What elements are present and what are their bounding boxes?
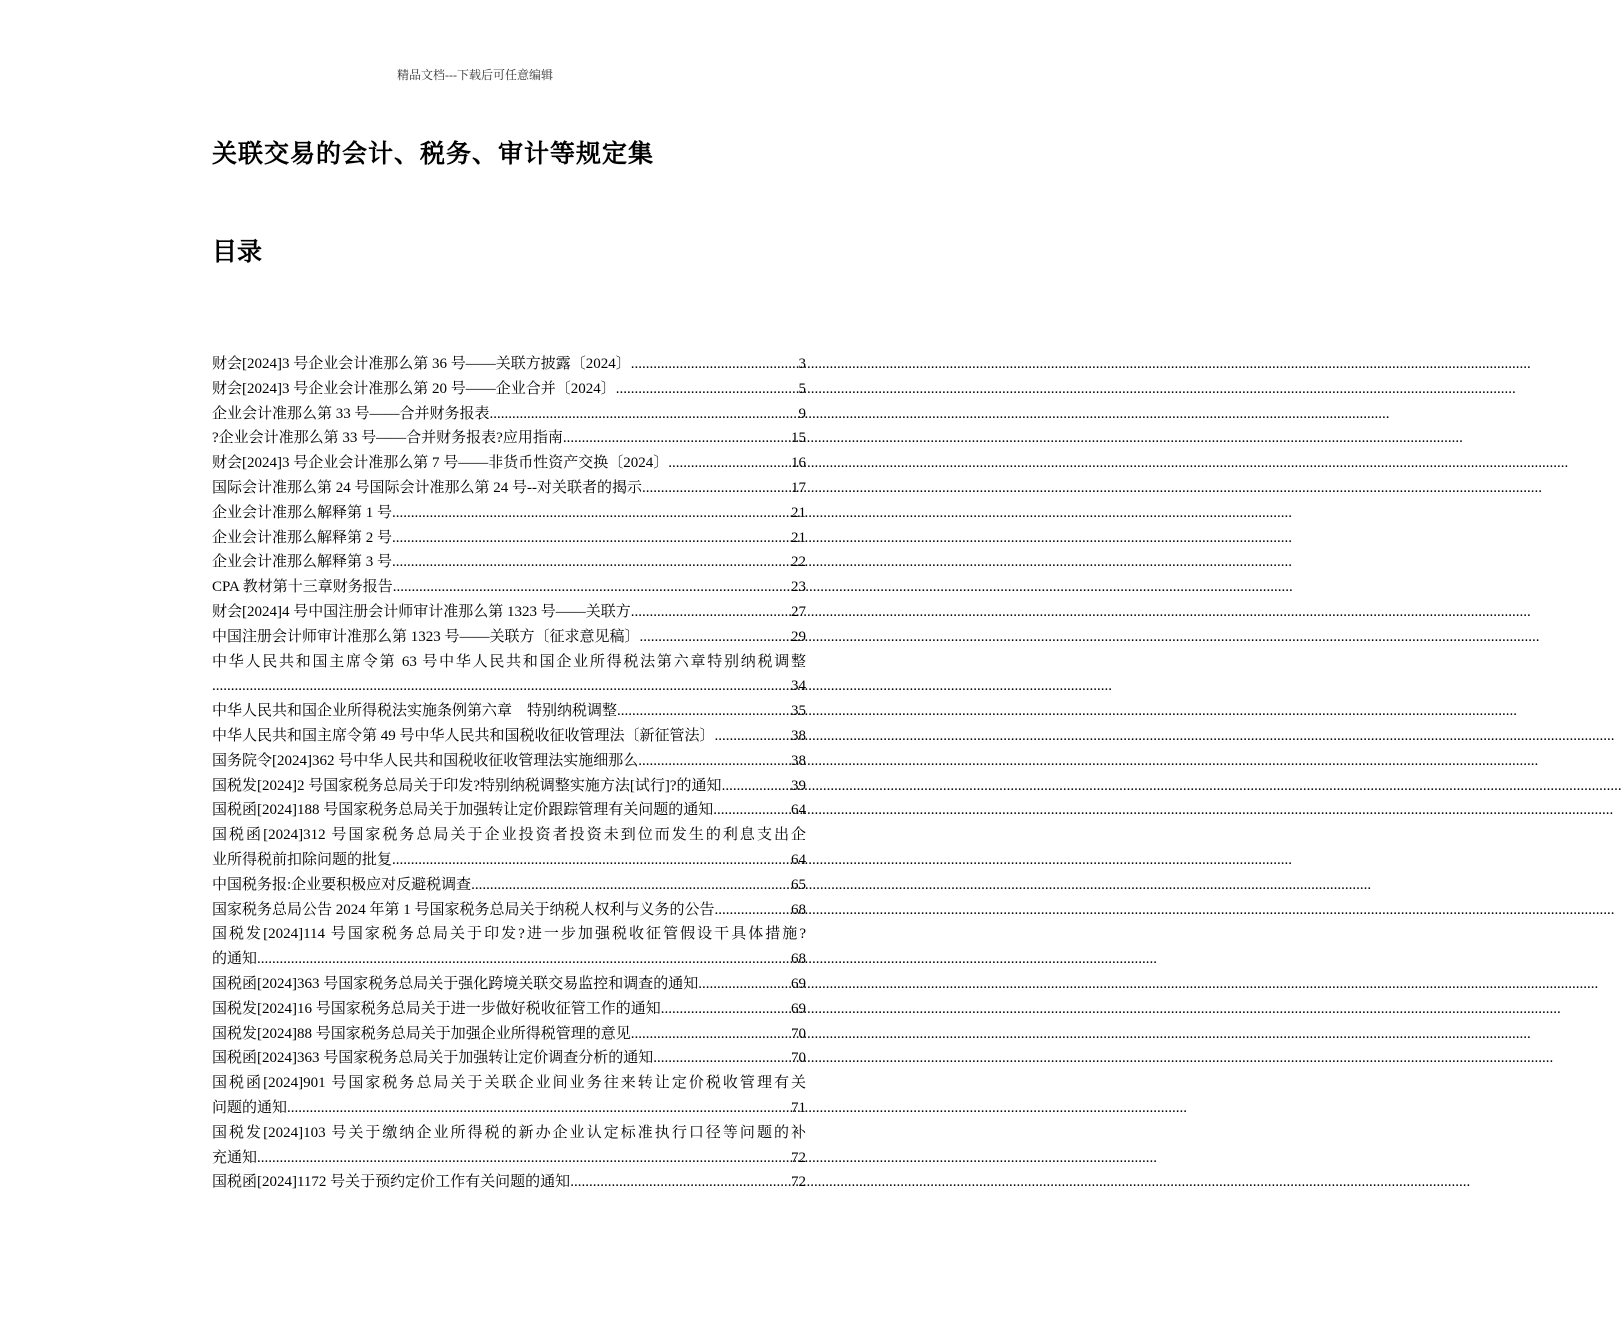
- toc-item-title: 的通知: [212, 951, 258, 968]
- toc-item[interactable]: [212, 724, 806, 749]
- toc-item-title: 问题的通知: [212, 1099, 288, 1116]
- toc-item-page-number: 5: [798, 380, 806, 397]
- toc-item-title: 国务院令[2024]362 号中华人民共和国税收征收管理法实施细那么: [212, 752, 639, 769]
- toc-item-title: 财会[2024]3 号企业会计准那么第 20 号——企业合并〔2024〕: [212, 380, 616, 397]
- toc-item-title-line1: 国税发[2024]103 号关于缴纳企业所得税的新办企业认定标准执行口径等问题的补: [212, 1124, 806, 1141]
- toc-item-title: CPA 教材第十三章财务报告: [212, 579, 393, 596]
- toc-dot-leader: [570, 1170, 791, 1195]
- toc-item-page-number: 17: [791, 479, 806, 496]
- toc-item[interactable]: [212, 922, 806, 972]
- toc-item-page-number: 68: [791, 951, 806, 968]
- table-of-contents: [212, 352, 806, 1195]
- toc-dot-leader: [715, 898, 791, 923]
- toc-dot-leader: [713, 798, 791, 823]
- toc-dot-leader: [392, 501, 791, 526]
- toc-item-page-number: 34: [791, 678, 806, 695]
- toc-item-title: ?企业会计准那么第 33 号——合并财务报表?应用指南: [212, 430, 563, 447]
- toc-item-page-number: 3: [798, 356, 806, 372]
- toc-item-page-number: 70: [791, 1050, 806, 1067]
- toc-item-title: 企业会计准那么解释第 3 号: [212, 554, 393, 571]
- toc-item[interactable]: [212, 1071, 806, 1121]
- toc-dot-leader: [668, 451, 791, 476]
- toc-item-title: 国税函[2024]188 号国家税务总局关于加强转让定价跟踪管理有关问题的通知: [212, 802, 714, 819]
- toc-item-page-number: 71: [791, 1099, 806, 1116]
- toc-item[interactable]: [212, 1046, 806, 1071]
- toc-item-page-number: 21: [791, 504, 806, 521]
- toc-item[interactable]: [212, 625, 806, 650]
- toc-item[interactable]: [212, 798, 806, 823]
- toc-dot-leader: [490, 402, 799, 427]
- toc-item[interactable]: [212, 600, 806, 625]
- toc-dot-leader: [471, 873, 791, 898]
- toc-item[interactable]: [212, 749, 806, 774]
- toc-dot-leader: [631, 352, 799, 377]
- toc-dot-leader: [722, 774, 791, 799]
- toc-item-page-number: 72: [791, 1174, 806, 1191]
- toc-item-title: 企业会计准那么解释第 2 号: [212, 529, 393, 546]
- toc-item-title: 中华人民共和国企业所得税法实施条例第六章 特别纳税调整: [212, 703, 618, 720]
- document-title: 关联交易的会计、税务、审计等规定集: [212, 141, 655, 168]
- toc-item-title: 国际会计准那么第 24 号国际会计准那么第 24 号--对关联者的揭示: [212, 479, 642, 496]
- toc-item-title: 财会[2024]3 号企业会计准那么第 36 号——关联方披露〔2024〕: [212, 356, 631, 372]
- toc-item-title: 国家税务总局公告 2024 年第 1 号国家税务总局关于纳税人权利与义务的公告: [212, 901, 715, 918]
- page-header: 精品文档---下载后可任意编辑: [397, 68, 553, 82]
- toc-dot-leader: [640, 625, 791, 650]
- toc-item-page-number: 9: [798, 405, 806, 422]
- toc-item-title-line1: 中华人民共和国主席令第 63 号中华人民共和国企业所得税法第六章特别纳税调整: [212, 653, 806, 670]
- toc-item[interactable]: [212, 451, 806, 476]
- toc-item[interactable]: [212, 699, 806, 724]
- toc-dot-leader: [661, 997, 791, 1022]
- toc-item-title: 国税发[2024]88 号国家税务总局关于加强企业所得税管理的意见: [212, 1025, 631, 1042]
- toc-item-page-number: 70: [791, 1025, 806, 1042]
- toc-dot-leader: [563, 426, 791, 451]
- toc-item-title: 国税发[2024]16 号国家税务总局关于进一步做好税收征管工作的通知: [212, 1000, 661, 1017]
- toc-item-title: 财会[2024]3 号企业会计准那么第 7 号——非货币性资产交换〔2024〕: [212, 455, 669, 472]
- toc-item[interactable]: [212, 377, 806, 402]
- toc-item[interactable]: [212, 873, 806, 898]
- toc-item-title: 财会[2024]4 号中国注册会计师审计准那么第 1323 号——关联方: [212, 603, 631, 620]
- toc-item-page-number: 29: [791, 628, 806, 645]
- toc-item[interactable]: [212, 774, 806, 799]
- toc-item-page-number: 23: [791, 579, 806, 596]
- toc-item-page-number: 15: [791, 430, 806, 447]
- toc-item[interactable]: [212, 501, 806, 526]
- toc-item-title: 企业会计准那么第 33 号——合并财务报表: [212, 405, 490, 422]
- toc-item-page-number: 68: [791, 901, 806, 918]
- toc-item[interactable]: [212, 550, 806, 575]
- toc-item-title-line1: 国税函[2024]901 号国家税务总局关于关联企业间业务往来转让定价税收管理有关: [212, 1075, 806, 1092]
- toc-item-page-number: 22: [791, 554, 806, 571]
- toc-item-title: 国税函[2024]363 号国家税务总局关于强化跨境关联交易监控和调查的通知: [212, 975, 699, 992]
- toc-dot-leader: [631, 1022, 791, 1047]
- toc-item[interactable]: [212, 650, 806, 700]
- toc-item-title: 国税发[2024]2 号国家税务总局关于印发?特别纳税调整实施方法[试行]?的通知: [212, 777, 722, 794]
- toc-item-page-number: 72: [791, 1149, 806, 1166]
- toc-item-page-number: 16: [791, 455, 806, 472]
- toc-item-title: 中华人民共和国主席令第 49 号中华人民共和国税收征收管理法〔新征管法〕: [212, 727, 715, 744]
- toc-dot-leader: [715, 724, 791, 749]
- toc-item[interactable]: [212, 997, 806, 1022]
- toc-dot-leader: [638, 749, 791, 774]
- toc-dot-leader: [392, 848, 791, 873]
- toc-item[interactable]: [212, 823, 806, 873]
- toc-item-page-number: 64: [791, 802, 806, 819]
- toc-item[interactable]: [212, 476, 806, 501]
- toc-dot-leader: [392, 526, 791, 551]
- toc-item-page-number: 64: [791, 851, 806, 868]
- toc-item-page-number: 65: [791, 876, 806, 893]
- toc-item-title: 国税函[2024]1172 号关于预约定价工作有关问题的通知: [212, 1174, 571, 1191]
- toc-item[interactable]: [212, 402, 806, 427]
- toc-item-page-number: 27: [791, 603, 806, 620]
- toc-dot-leader: [257, 947, 791, 972]
- toc-item[interactable]: [212, 352, 806, 377]
- toc-item-title-line1: 国税函[2024]312 号国家税务总局关于企业投资者投资未到位而发生的利息支出企: [212, 827, 806, 844]
- toc-dot-leader: [617, 699, 791, 724]
- toc-item[interactable]: [212, 898, 806, 923]
- toc-item-page-number: 39: [791, 777, 806, 794]
- toc-dot-leader: [698, 972, 791, 997]
- toc-item[interactable]: [212, 526, 806, 551]
- toc-item[interactable]: [212, 426, 806, 451]
- toc-item-page-number: 21: [791, 529, 806, 546]
- toc-item-page-number: 35: [791, 703, 806, 720]
- toc-dot-leader: [392, 550, 791, 575]
- toc-item[interactable]: [212, 1170, 806, 1195]
- toc-dot-leader: [212, 674, 791, 699]
- toc-dot-leader: [631, 600, 791, 625]
- toc-item[interactable]: [212, 575, 806, 600]
- toc-item-page-number: 69: [791, 975, 806, 992]
- toc-item-title-line1: 国税发[2024]114 号国家税务总局关于印发?进一步加强税收征管假设干具体措施?: [212, 926, 806, 943]
- toc-item-title: 企业会计准那么解释第 1 号: [212, 504, 393, 521]
- toc-dot-leader: [642, 476, 791, 501]
- toc-item-title: 中国税务报:企业要积极应对反避税调查: [212, 876, 472, 893]
- toc-item-page-number: 38: [791, 752, 806, 769]
- toc-dot-leader: [616, 377, 799, 402]
- toc-item[interactable]: [212, 1121, 806, 1171]
- toc-item-page-number: 69: [791, 1000, 806, 1017]
- toc-dot-leader: [393, 575, 791, 600]
- toc-item-title: 充通知: [212, 1149, 258, 1166]
- toc-item-title: 中国注册会计师审计准那么第 1323 号——关联方〔征求意见稿〕: [212, 628, 640, 645]
- toc-item[interactable]: [212, 1022, 806, 1047]
- toc-item-title: 国税函[2024]363 号国家税务总局关于加强转让定价调查分析的通知: [212, 1050, 654, 1067]
- toc-dot-leader: [257, 1146, 791, 1171]
- toc-dot-leader: [653, 1046, 791, 1071]
- toc-dot-leader: [287, 1096, 791, 1121]
- toc-item-title: 业所得税前扣除问题的批复: [212, 851, 393, 868]
- toc-heading: 目录: [212, 239, 263, 266]
- toc-item-page-number: 38: [791, 727, 806, 744]
- toc-item[interactable]: [212, 972, 806, 997]
